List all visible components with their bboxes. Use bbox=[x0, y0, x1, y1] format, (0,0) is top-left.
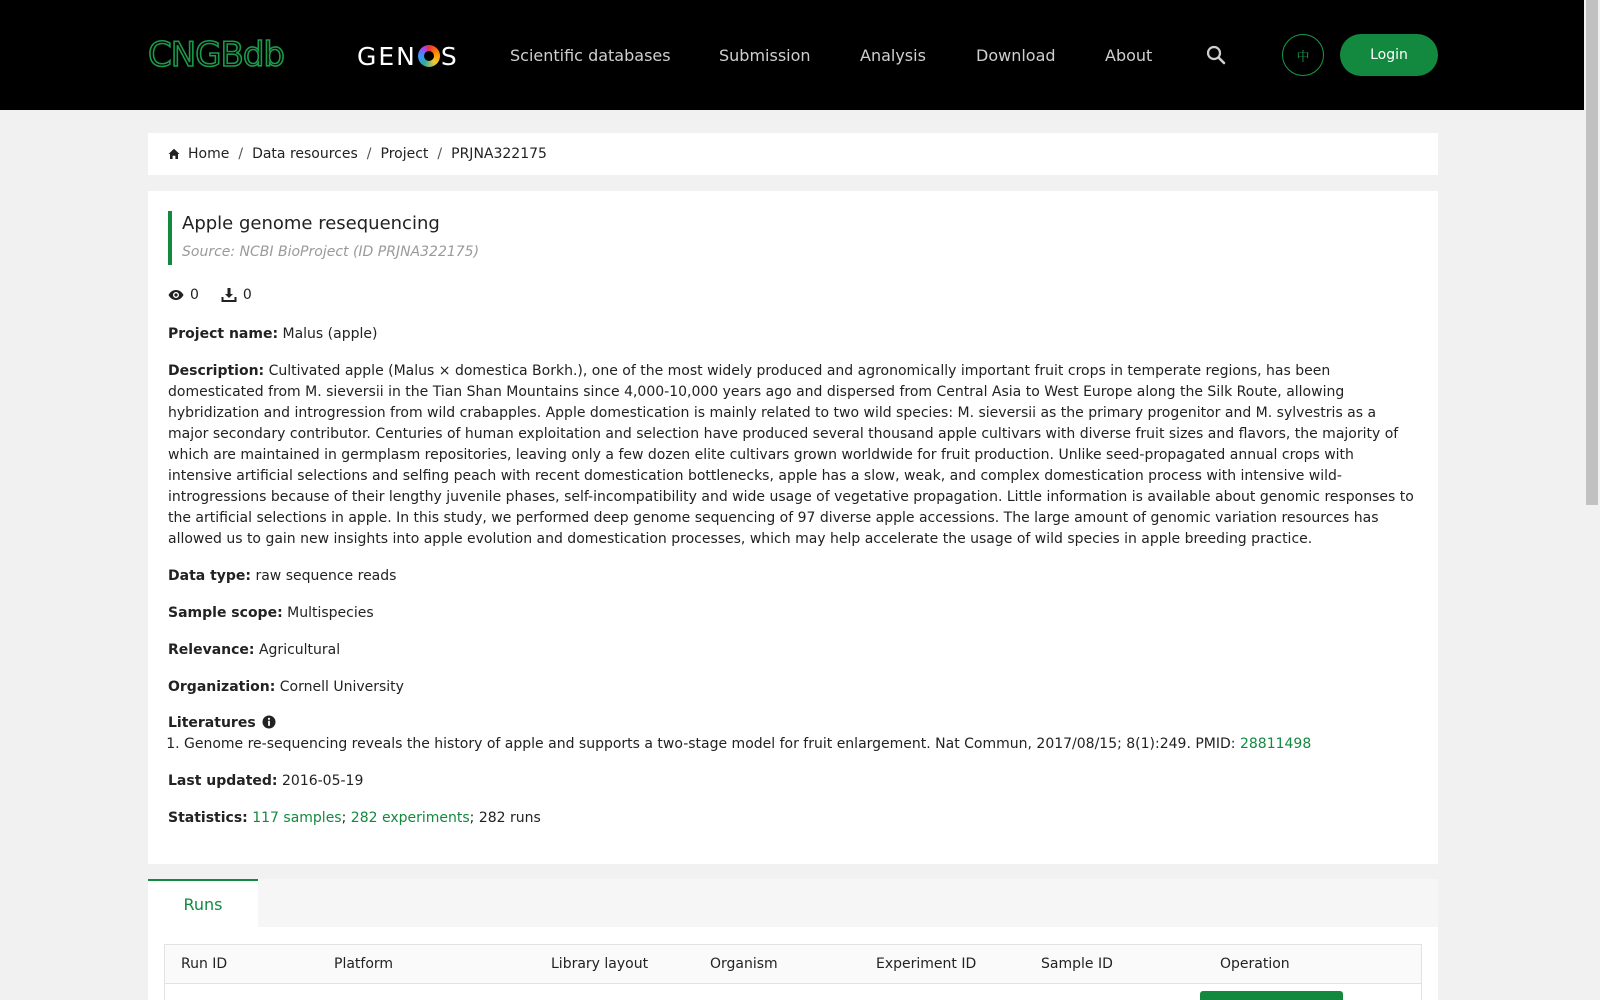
project-detail-card bbox=[148, 191, 1438, 864]
page-title: Apple genome resequencing bbox=[182, 213, 440, 234]
project-name-field: Project name: Malus (apple) bbox=[168, 326, 378, 342]
tabs-bar bbox=[148, 879, 1438, 927]
sample-scope-field: Sample scope: Multispecies bbox=[168, 605, 374, 621]
search-icon[interactable] bbox=[1206, 45, 1226, 65]
column-header[interactable]: Library layout bbox=[551, 956, 649, 972]
breadcrumb-separator: / bbox=[366, 146, 372, 162]
pmid-link[interactable]: 28811498 bbox=[1239, 736, 1312, 752]
breadcrumb-separator: / bbox=[238, 146, 244, 162]
breadcrumb-separator: / bbox=[437, 146, 443, 162]
relevance-field: Relevance: Agricultural bbox=[168, 642, 341, 658]
source-text: Source: NCBI BioProject (ID PRJNA322175) bbox=[182, 244, 480, 260]
data-type-field: Data type: raw sequence reads bbox=[168, 568, 397, 584]
literature-list bbox=[168, 734, 1420, 755]
table-row bbox=[164, 984, 1422, 1000]
counters bbox=[168, 287, 252, 303]
column-header[interactable]: Platform bbox=[334, 956, 394, 972]
literature-item: 1. Genome re-sequencing reveals the history of apple and supports a two-stage model for fruit enlargement. Nat Commun, 2017/08/15; 8(1):249. PMID: 28811498 bbox=[184, 734, 1420, 755]
nav-scientific-databases[interactable]: Scientific databases bbox=[510, 45, 671, 65]
column-header[interactable]: Organism bbox=[710, 956, 778, 972]
tab-runs[interactable]: Runs bbox=[148, 879, 258, 927]
experiments-link[interactable]: 282 experiments bbox=[350, 810, 470, 826]
info-icon[interactable] bbox=[262, 715, 276, 729]
samples-link[interactable]: 117 samples bbox=[252, 810, 342, 826]
column-header[interactable]: Experiment ID bbox=[876, 956, 977, 972]
runs-section bbox=[148, 879, 1438, 1000]
view-count: 0 bbox=[190, 287, 199, 303]
runs-table-header bbox=[164, 944, 1422, 984]
nav-analysis[interactable]: Analysis bbox=[860, 45, 926, 65]
language-toggle-button[interactable]: 中 bbox=[1282, 34, 1324, 76]
column-header[interactable]: Run ID bbox=[181, 956, 228, 972]
breadcrumb-home[interactable]: Home bbox=[188, 146, 230, 162]
statistics-field: Statistics: 117 samples; 282 experiments; 282 runs bbox=[168, 810, 541, 826]
breadcrumb-data-resources[interactable]: Data resources bbox=[252, 146, 358, 162]
download-count: 0 bbox=[242, 287, 252, 303]
home-icon bbox=[168, 148, 180, 160]
download-icon bbox=[221, 288, 237, 302]
operation-button[interactable] bbox=[1200, 991, 1343, 1000]
nav-download[interactable]: Download bbox=[976, 45, 1056, 65]
column-header[interactable]: Sample ID bbox=[1041, 956, 1113, 972]
breadcrumb-current: PRJNA322175 bbox=[451, 146, 547, 162]
breadcrumb bbox=[148, 133, 1438, 175]
login-button[interactable]: Login bbox=[1340, 34, 1438, 76]
organization-field: Organization: Cornell University bbox=[168, 679, 404, 695]
nav-submission[interactable]: Submission bbox=[719, 45, 811, 65]
genos-logo[interactable]: GEN S bbox=[357, 41, 459, 71]
genos-o-icon bbox=[418, 45, 440, 67]
last-updated-field: Last updated: 2016-05-19 bbox=[168, 773, 364, 789]
eye-icon bbox=[168, 288, 184, 302]
top-navbar bbox=[0, 0, 1584, 110]
scrollbar-thumb[interactable] bbox=[1586, 0, 1598, 505]
literatures-field: Literatures 1. Genome re-sequencing reveals the history of apple and supports a two-stage model for fruit enlargement. Nat Commun, 2017/08/15; 8(1):249. PMID: 28811498 bbox=[168, 713, 1420, 755]
column-header: Operation bbox=[1220, 956, 1290, 972]
description-field: Description: Cultivated apple (Malus × domestica Borkh.), one of the most widely produced and agronomically important fruit crops in temperate regions, has been domesticated from M. sieversii in the Tian Shan Mountains since 4,000-10,000 years ago and dispersed from Central Asia to West Europe along the Silk Route, allowing hybridization and introgression from wild crabapples. Apple domestication is mainly related to two wild species: M. sieversii as the primary progenitor and M. sylvestris as a major secondary contributor. Centuries of human exploitation and selection have produced several thousand apple cultivars with diverse fruit sizes and flavors, the majority of which are maintained in germplasm repositories, leaving only a few dozen elite cultivars grown worldwide for fruit production. Unlike seed-propagated annual crops with intensive artificial selections and selfing peach with recent domestication bottlenecks, apple has a slow, weak, and complex domestication process with intensive wild-introgressions because of their lengthy juvenile phases, self-incompatibility and wide usage of vegetative propagation. Little information is available about genomic responses to the artificial selections in apple. In this study, we performed deep genome sequencing of 97 diverse apple accessions. The large amount of genomic variation resources has allowed us to gain new insights into apple evolution and domestication processes, which may help accelerate the usage of wild species in apple breeding practice. bbox=[168, 363, 1414, 547]
cngbdb-logo[interactable]: CNGBdb bbox=[148, 35, 285, 75]
nav-about[interactable]: About bbox=[1105, 45, 1153, 65]
title-block bbox=[168, 211, 479, 265]
breadcrumb-project[interactable]: Project bbox=[380, 146, 429, 162]
